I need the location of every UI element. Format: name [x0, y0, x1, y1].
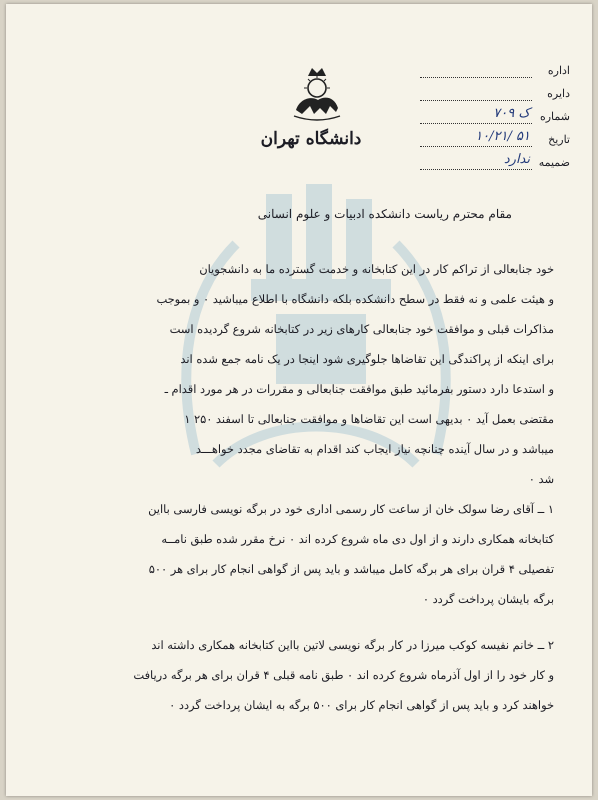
item-2-line: و کار خود را از اول آذرماه شروع کرده اند ۰ طبق نامه قبلی ۴ قران برای هر برگه دریافت: [133, 668, 554, 682]
attachment-field: [420, 154, 570, 177]
section-line: [420, 100, 532, 101]
attachment-label: ضمیمه: [538, 156, 570, 169]
body-line: و هیئت علمی و نه فقط در سطح دانشکده بلکه دانشگاه با اطلاع میباشید ۰ و بموجب: [156, 292, 554, 306]
number-line: [420, 123, 532, 124]
body-line: خود جنابعالی از تراکم کار در این کتابخانه و خدمت گسترده ما به دانشجویان: [199, 262, 554, 276]
section-field: [420, 85, 570, 108]
attachment-value: ندارد: [503, 152, 530, 167]
date-line: [420, 146, 532, 147]
lion-and-sun-emblem-icon: [286, 62, 348, 124]
number-value: ۷۰۹ ک: [493, 106, 530, 121]
body-line: مقتضی بعمل آید ۰ بدیهی است این تقاضاها و موافقت جنابعالی تا اسفند ۲۵۰ ۱: [184, 412, 554, 426]
letter-body: [32, 254, 554, 720]
item-1-line: کتابخانه همکاری دارند و از اول دی ماه شروع کرده اند ۰ نرخ مقرر شده طبق نامــه: [161, 532, 554, 546]
body-line: مذاکرات قبلی و موافقت خود جنابعالی کارهای زیر در کتابخانه شروع گردیده است: [169, 322, 554, 336]
item-1-line: برگه بایشان پرداخت گردد ۰: [422, 592, 554, 606]
body-line: شد ۰: [528, 472, 554, 486]
department-label: اداره: [547, 64, 570, 77]
item-1-line: تفصیلی ۴ قران برای هر برگه کامل میباشد و باید پس از گواهی انجام کار برای هر ۵۰۰: [148, 562, 554, 576]
department-line: [420, 77, 532, 78]
item-2-line: خواهند کرد و باید پس از گواهی انجام کار برای ۵۰۰ برگه به ایشان پرداخت گردد ۰: [169, 698, 554, 712]
number-label: شماره: [539, 110, 570, 123]
attachment-line: [420, 169, 532, 170]
department-field: [420, 62, 570, 85]
body-line: و استدعا دارد دستور بفرمائید طبق موافقت جنابعالی و مقررات در هر مورد اقدام ـ: [164, 382, 554, 396]
section-label: دایره: [547, 87, 570, 100]
body-line: برای اینکه از پراکندگی این تقاضاها جلوگیری شود اینجا در یک نامه جمع شده اند: [180, 352, 554, 366]
date-value: ۱۰/۲۱/ ۵۱: [475, 129, 530, 144]
letterhead-fields: [420, 62, 570, 177]
university-name: دانشگاه تهران: [260, 129, 362, 149]
number-field: [420, 108, 570, 131]
item-1-line: ۱ ــ آقای رضا سولک خان از ساعت کار رسمی اداری خود در برگه نویسی فارسی بااین: [148, 502, 554, 516]
letter-page: [6, 4, 592, 796]
item-2-line: ۲ ــ خانم نفیسه کوکب میرزا در کار برگه نویسی لاتین بااین کتابخانه همکاری داشته اند: [151, 638, 554, 652]
body-line: میباشد و در سال آینده چنانچه نیاز ایجاب کند اقدام به تقاضای مجدد خواهـــد: [195, 442, 554, 456]
date-field: [420, 131, 570, 154]
addressee: مقام محترم ریاست دانشکده ادبیات و علوم انسانی: [257, 207, 512, 221]
date-label: تاریخ: [548, 133, 570, 146]
